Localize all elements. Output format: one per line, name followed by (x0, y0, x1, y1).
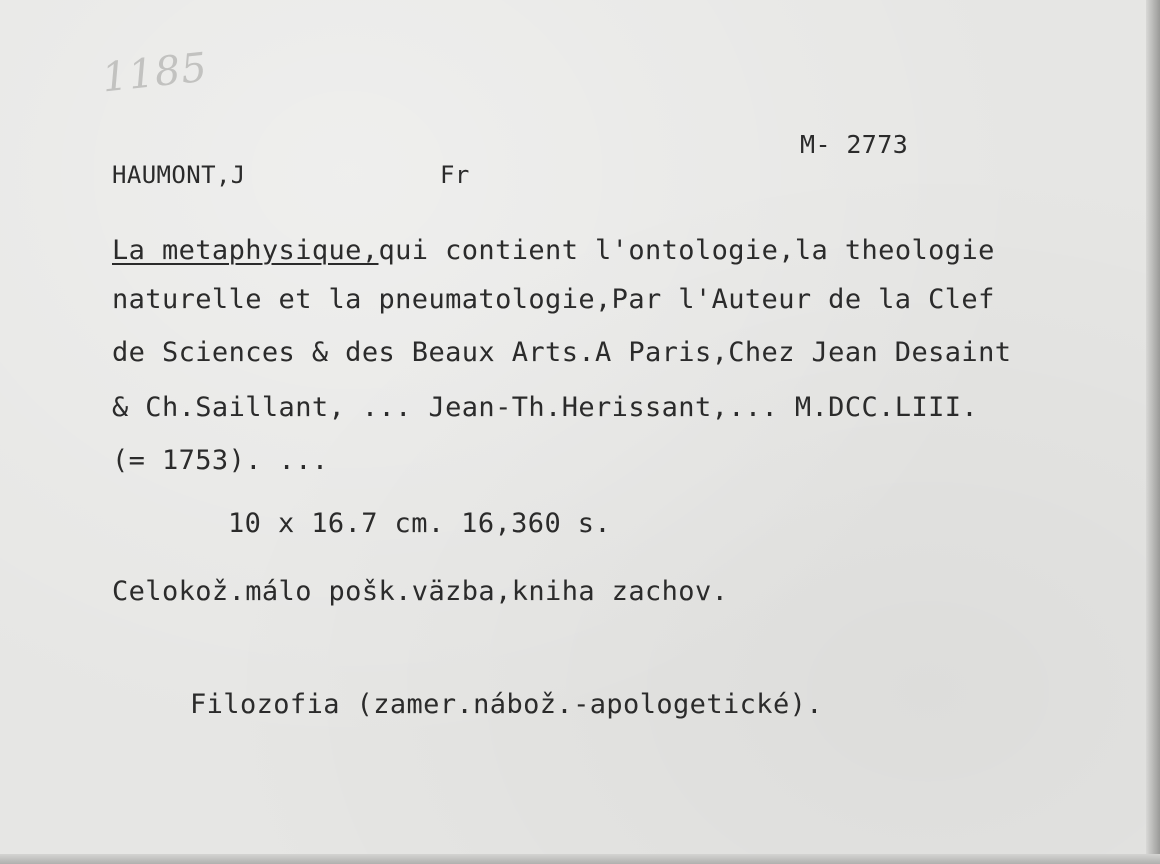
card-right-edge (1146, 0, 1160, 864)
title-line-1-rest: qui contient l'ontologie,la theologie (378, 235, 995, 266)
pencil-note: 1185 (99, 44, 210, 102)
title-line-5: (= 1753). ... (112, 445, 329, 476)
title-line-3: de Sciences & des Beaux Arts.A Paris,Chez Jean Desaint (112, 337, 1012, 368)
title-line-4: & Ch.Saillant, ... Jean-Th.Herissant,... M.DCC.LIII. (112, 392, 979, 423)
author-heading: HAUMONT,J (112, 161, 246, 189)
language-code: Fr (440, 161, 470, 189)
title-line-1 (112, 234, 995, 268)
title-line-2: naturelle et la pneumatologie,Par l'Auteur de la Clef (112, 284, 995, 315)
condition-note: Celokož.málo pošk.väzba,kniha zachov. (112, 576, 729, 607)
title-underlined: La metaphysique, (112, 235, 379, 266)
physical-description: 10 x 16.7 cm. 16,360 s. (228, 508, 612, 539)
call-number: M- 2773 (800, 130, 909, 159)
subject-heading: Filozofia (zamer.nábož.-apologetické). (190, 689, 823, 720)
card-bottom-edge (0, 854, 1160, 864)
